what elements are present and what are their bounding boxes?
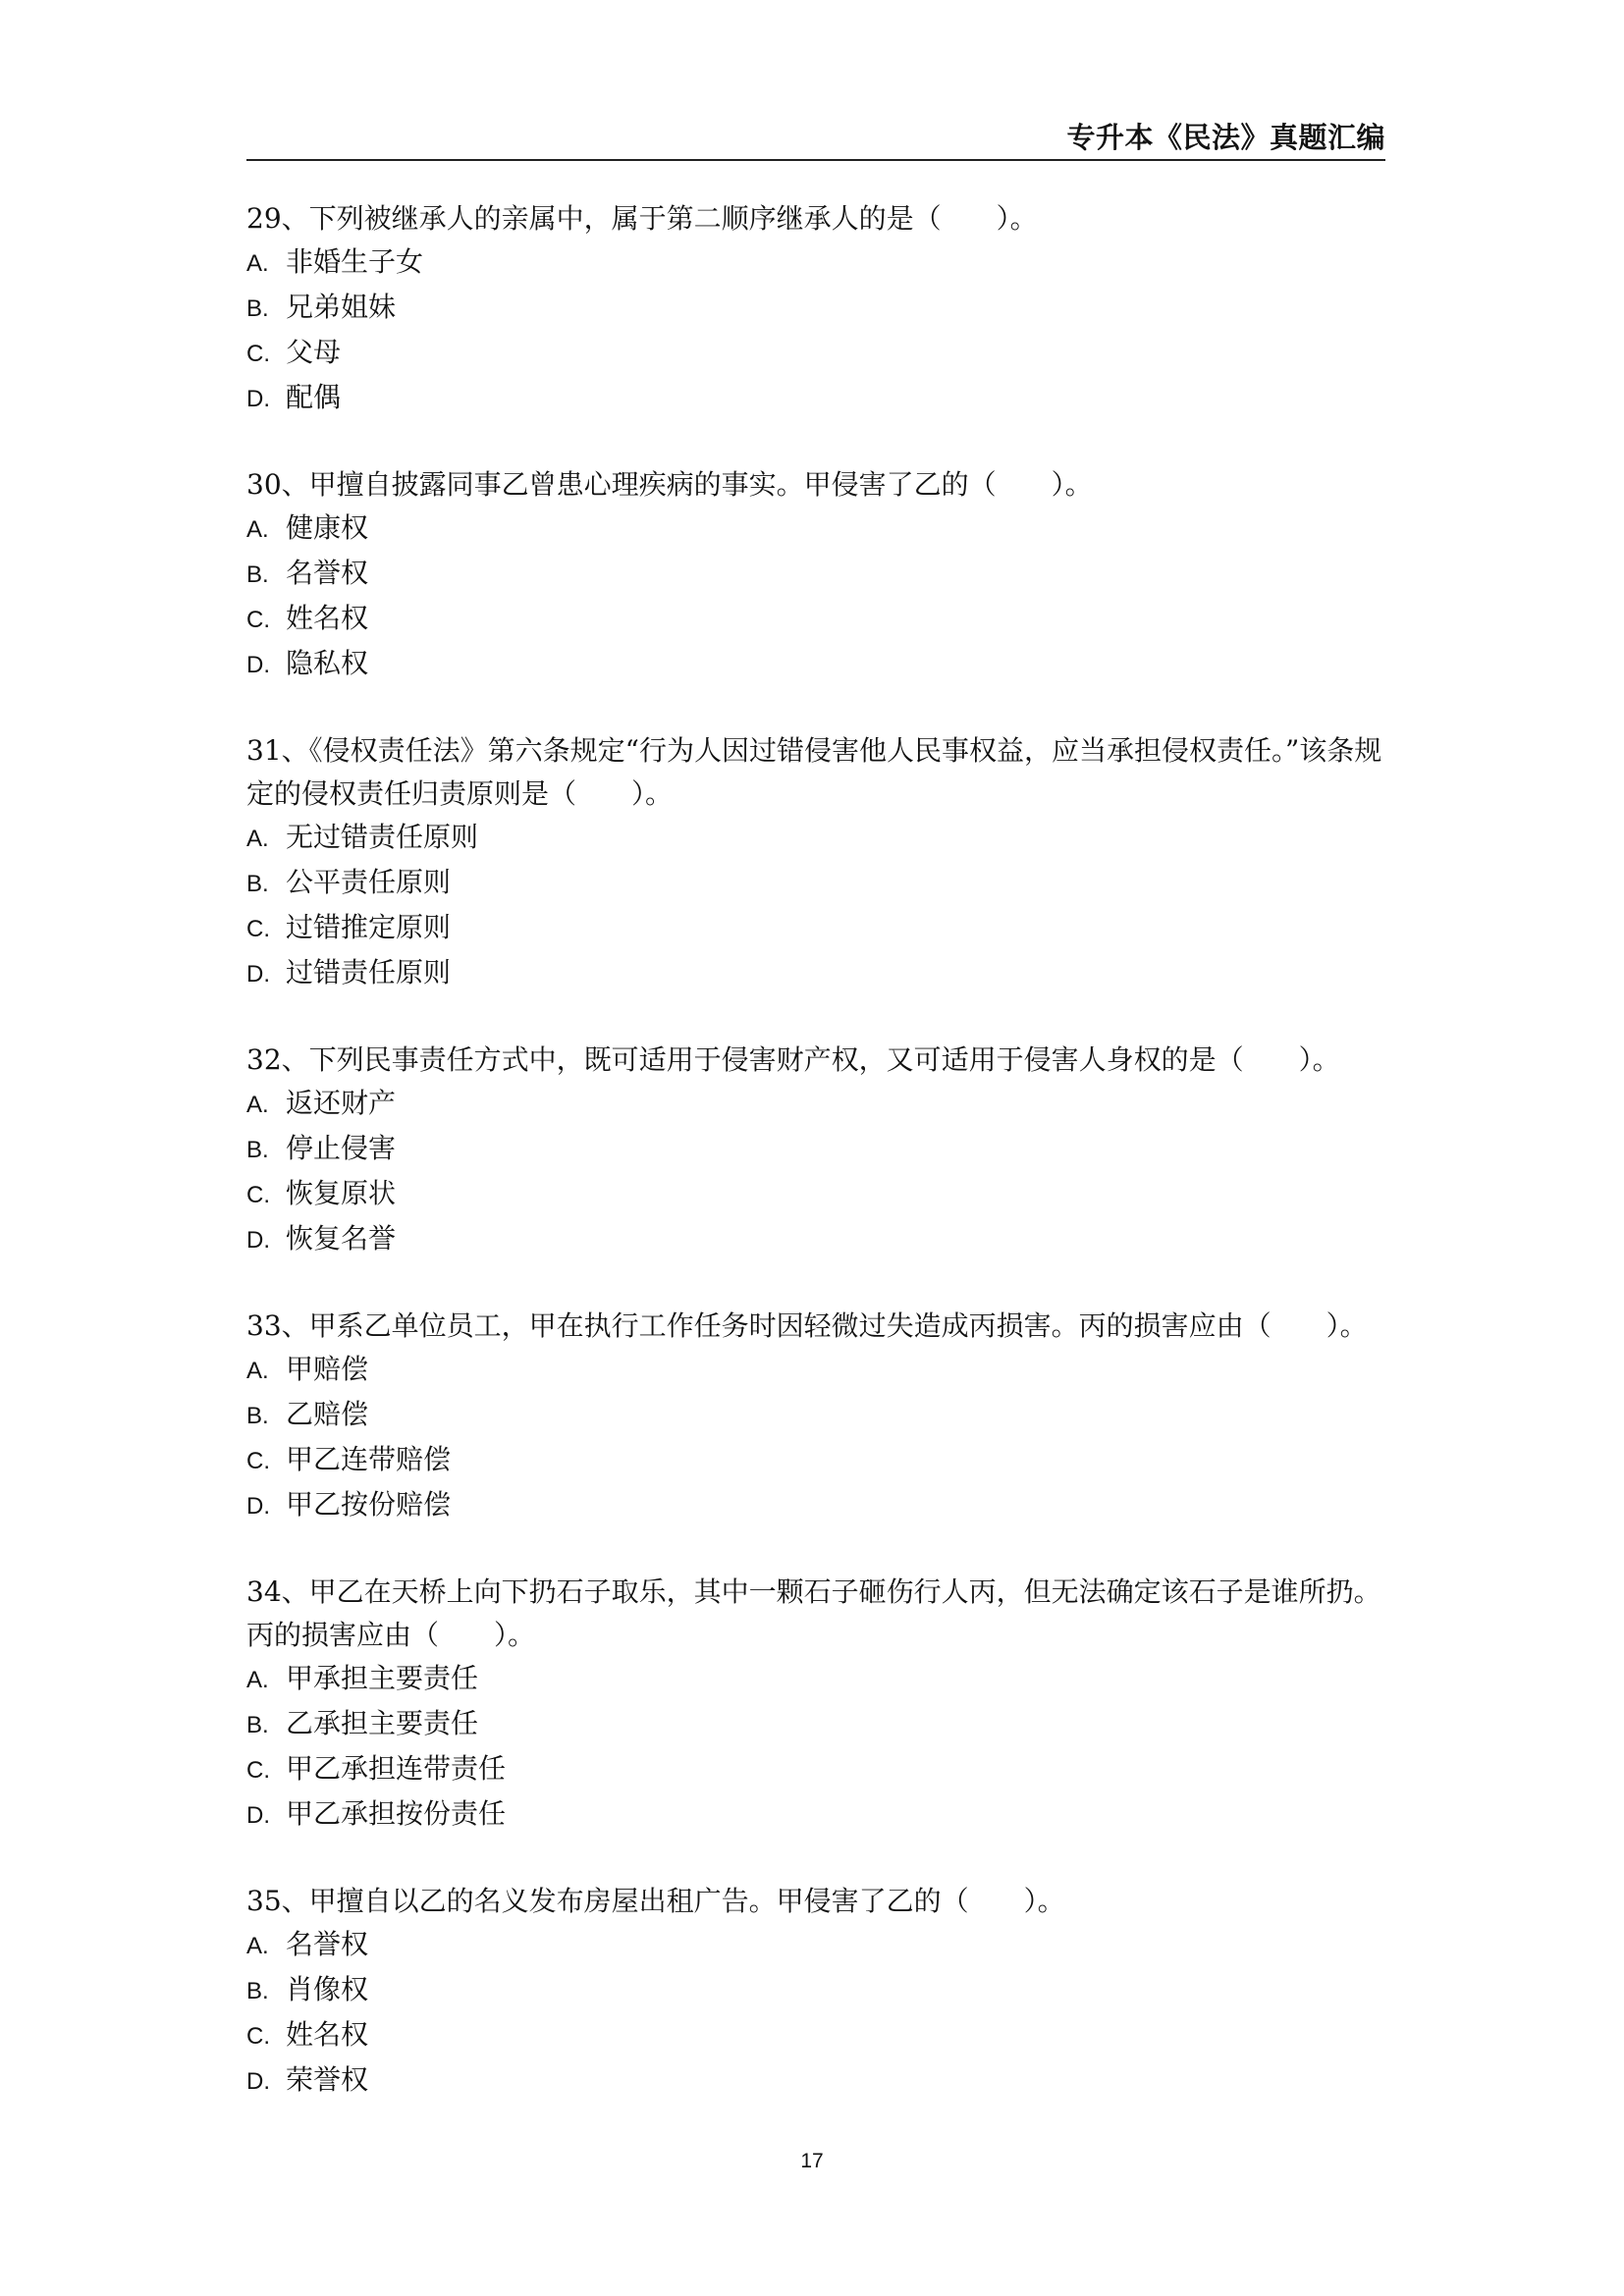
option-c	[246, 1438, 1390, 1483]
question-list	[246, 197, 1390, 2146]
option-list	[246, 816, 1390, 996]
question-text: 29、下列被继承人的亲属中，属于第二顺序继承人的是（ ）。	[246, 202, 1038, 235]
option-a	[246, 507, 1390, 552]
page-header	[246, 110, 1385, 161]
option-letter: C.	[246, 341, 270, 367]
option-letter: B.	[246, 1403, 269, 1429]
option-letter: C.	[246, 1757, 270, 1784]
option-letter: A.	[246, 516, 269, 543]
option-d	[246, 1217, 1390, 1262]
option-letter: B.	[246, 561, 269, 588]
option-letter: A.	[246, 250, 269, 277]
question-text: 31、《侵权责任法》第六条规定“行为人因过错侵害他人民事权益，应当承担侵权责任。”该条规定的侵权责任归责原则是（ ）。	[246, 734, 1382, 810]
option-a	[246, 1082, 1390, 1127]
option-letter: A.	[246, 1667, 269, 1693]
question-text: 34、甲乙在天桥上向下扔石子取乐，其中一颗石子砸伤行人丙，但无法确定该石子是谁所扔。丙的损害应由（ ）。	[246, 1575, 1381, 1651]
option-letter: B.	[246, 1137, 269, 1163]
option-text: 非婚生子女	[286, 245, 424, 278]
option-b	[246, 1968, 1390, 2013]
option-text: 甲乙连带赔偿	[286, 1443, 452, 1475]
option-letter: B.	[246, 1712, 269, 1738]
question-29	[246, 197, 1390, 421]
option-text: 甲承担主要责任	[286, 1662, 479, 1694]
question-text: 35、甲擅自以乙的名义发布房屋出租广告。甲侵害了乙的（ ）。	[246, 1885, 1065, 1917]
option-letter: D.	[246, 2068, 270, 2095]
page-number: 17	[800, 2150, 824, 2172]
option-d	[246, 2058, 1390, 2104]
option-letter: B.	[246, 1978, 269, 2004]
option-letter: A.	[246, 1358, 269, 1384]
option-text: 名誉权	[286, 1928, 369, 1960]
option-letter: A.	[246, 1933, 269, 1959]
option-list	[246, 240, 1390, 421]
option-text: 健康权	[286, 511, 369, 544]
option-text: 姓名权	[286, 602, 369, 634]
option-text: 甲赔偿	[286, 1353, 369, 1385]
option-letter: D.	[246, 1227, 270, 1254]
option-b	[246, 286, 1390, 331]
question-text: 32、下列民事责任方式中，既可适用于侵害财产权，又可适用于侵害人身权的是（ ）。	[246, 1043, 1340, 1076]
option-text: 肖像权	[286, 1973, 369, 2005]
option-list	[246, 1082, 1390, 1262]
option-text: 甲乙按份赔偿	[286, 1488, 452, 1521]
option-letter: A.	[246, 1092, 269, 1118]
option-b	[246, 552, 1390, 597]
option-letter: D.	[246, 386, 270, 412]
option-d	[246, 642, 1390, 687]
option-b	[246, 1127, 1390, 1172]
option-letter: C.	[246, 1182, 270, 1208]
question-34	[246, 1571, 1390, 1838]
document-title: 专升本《民法》真题汇编	[1066, 121, 1385, 154]
option-a	[246, 816, 1390, 861]
option-text: 配偶	[286, 381, 342, 413]
option-text: 公平责任原则	[286, 866, 452, 898]
option-text: 名誉权	[286, 557, 369, 589]
option-b	[246, 861, 1390, 906]
option-list	[246, 1923, 1390, 2104]
question-text: 30、甲擅自披露同事乙曾患心理疾病的事实。甲侵害了乙的（ ）。	[246, 468, 1093, 501]
question-32	[246, 1039, 1390, 1262]
option-list	[246, 1657, 1390, 1838]
option-c	[246, 331, 1390, 376]
question-30	[246, 463, 1390, 687]
option-text: 停止侵害	[286, 1132, 397, 1164]
option-a	[246, 1657, 1390, 1702]
option-letter: D.	[246, 652, 270, 678]
option-text: 乙承担主要责任	[286, 1707, 479, 1739]
option-letter: B.	[246, 295, 269, 322]
option-text: 隐私权	[286, 647, 369, 679]
option-d	[246, 376, 1390, 421]
option-letter: D.	[246, 1493, 270, 1520]
option-text: 过错推定原则	[286, 911, 452, 943]
option-text: 过错责任原则	[286, 956, 452, 988]
option-letter: A.	[246, 826, 269, 852]
option-text: 乙赔偿	[286, 1398, 369, 1430]
option-letter: C.	[246, 607, 270, 633]
option-c	[246, 906, 1390, 951]
question-35	[246, 1880, 1390, 2104]
option-text: 甲乙承担连带责任	[286, 1752, 507, 1785]
option-list	[246, 1348, 1390, 1528]
option-c	[246, 1172, 1390, 1217]
option-b	[246, 1393, 1390, 1438]
option-b	[246, 1702, 1390, 1747]
option-letter: C.	[246, 916, 270, 942]
option-a	[246, 240, 1390, 286]
question-text: 33、甲系乙单位员工，甲在执行工作任务时因轻微过失造成丙损害。丙的损害应由（ ）。	[246, 1309, 1368, 1342]
option-d	[246, 951, 1390, 996]
option-text: 返还财产	[286, 1087, 397, 1119]
option-a	[246, 1923, 1390, 1968]
option-text: 父母	[286, 336, 342, 368]
option-c	[246, 597, 1390, 642]
option-c	[246, 2013, 1390, 2058]
option-text: 兄弟姐妹	[286, 291, 397, 323]
question-33	[246, 1305, 1390, 1528]
option-text: 恢复名誉	[286, 1222, 397, 1255]
option-text: 无过错责任原则	[286, 821, 479, 853]
question-31	[246, 729, 1390, 996]
option-text: 甲乙承担按份责任	[286, 1797, 507, 1830]
option-text: 恢复原状	[286, 1177, 397, 1209]
option-letter: C.	[246, 2023, 270, 2050]
option-letter: D.	[246, 961, 270, 988]
option-c	[246, 1747, 1390, 1792]
option-d	[246, 1483, 1390, 1528]
option-letter: C.	[246, 1448, 270, 1474]
option-letter: D.	[246, 1802, 270, 1829]
option-text: 荣誉权	[286, 2063, 369, 2096]
option-letter: B.	[246, 871, 269, 897]
option-d	[246, 1792, 1390, 1838]
option-a	[246, 1348, 1390, 1393]
option-list	[246, 507, 1390, 687]
option-text: 姓名权	[286, 2018, 369, 2051]
